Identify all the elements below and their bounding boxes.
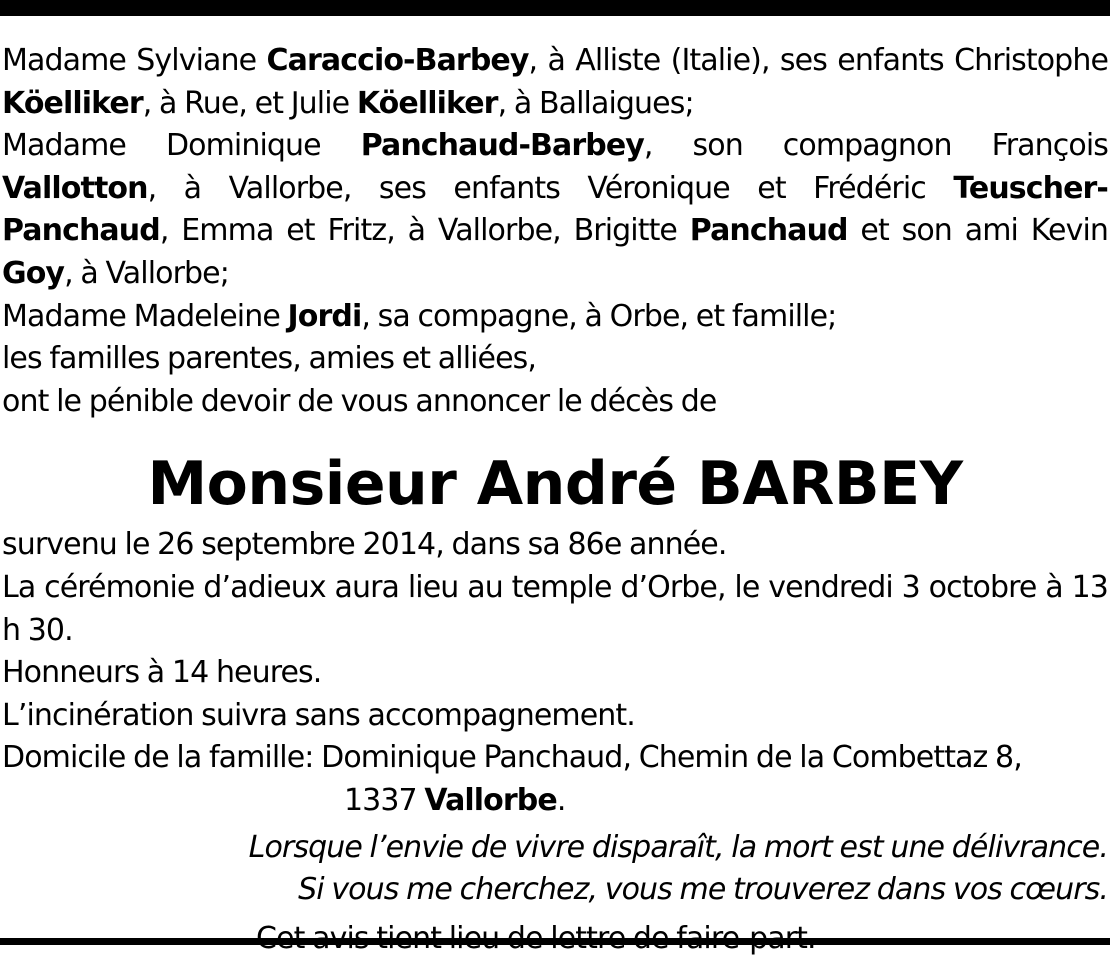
family-name: Panchaud-Barbey bbox=[360, 128, 644, 164]
cremation-info: L’incinération suivra sans accompagnement. bbox=[2, 697, 635, 733]
verse-line-2: Si vous me cherchez, vous me trouverez dans vos cœurs. bbox=[298, 872, 1108, 908]
funeral-details bbox=[2, 524, 1108, 822]
date-of-death: survenu le 26 septembre 2014, dans sa 86e année. bbox=[2, 527, 727, 563]
family-name: Köelliker bbox=[2, 85, 143, 121]
bottom-border bbox=[0, 938, 1110, 945]
announcement-line: ont le pénible devoir de vous annoncer le décès de bbox=[2, 383, 717, 419]
top-border bbox=[0, 0, 1110, 16]
family-name: Jordi bbox=[287, 298, 362, 334]
family-name: Vallotton bbox=[2, 170, 148, 206]
family-name: Goy bbox=[2, 255, 65, 291]
family-line-caraccio: Madame Sylviane Caraccio-Barbey, à Alliste (Italie), ses enfants Christophe Köelliker, à Rue, et Julie Köelliker, à Ballaigues; bbox=[2, 43, 1108, 121]
ceremony-info: La cérémonie d’adieux aura lieu au temple d’Orbe, le vendredi 3 octobre à 13 h 30. bbox=[2, 569, 1108, 648]
town-name: Vallorbe bbox=[424, 782, 557, 818]
family-name: Köelliker bbox=[356, 85, 498, 121]
family-announcement bbox=[2, 40, 1108, 423]
family-name: Teuscher-Panchaud bbox=[2, 170, 1108, 249]
family-line-panchaud: Madame Dominique Panchaud-Barbey, son compagnon François Vallotton, à Vallorbe, ses enfants Véronique et Frédéric Teuscher-Panchaud, Emma et Fritz, à Vallorbe, Brigitte Panchaud et son ami Kevin Goy, à Vallorbe; bbox=[2, 128, 1108, 291]
verse-line-1: Lorsque l’envie de vivre disparaît, la mort est une délivrance. bbox=[248, 829, 1108, 865]
family-domicile: Domicile de la famille: Dominique Panchaud, Chemin de la Combettaz 8, bbox=[2, 740, 1022, 776]
family-name: Caraccio-Barbey bbox=[266, 43, 529, 78]
honours-info: Honneurs à 14 heures. bbox=[2, 655, 322, 691]
memorial-verse bbox=[2, 827, 1108, 912]
domicile-town-line: 1337 Vallorbe. bbox=[344, 782, 566, 818]
family-line-jordi: Madame Madeleine Jordi, sa compagne, à Orbe, et famille; bbox=[2, 298, 837, 334]
death-notice bbox=[2, 40, 1108, 960]
deceased-name: Monsieur André BARBEY bbox=[147, 449, 963, 520]
family-line-relatives: les familles parentes, amies et alliées, bbox=[2, 341, 537, 377]
family-name: Panchaud bbox=[689, 213, 848, 249]
